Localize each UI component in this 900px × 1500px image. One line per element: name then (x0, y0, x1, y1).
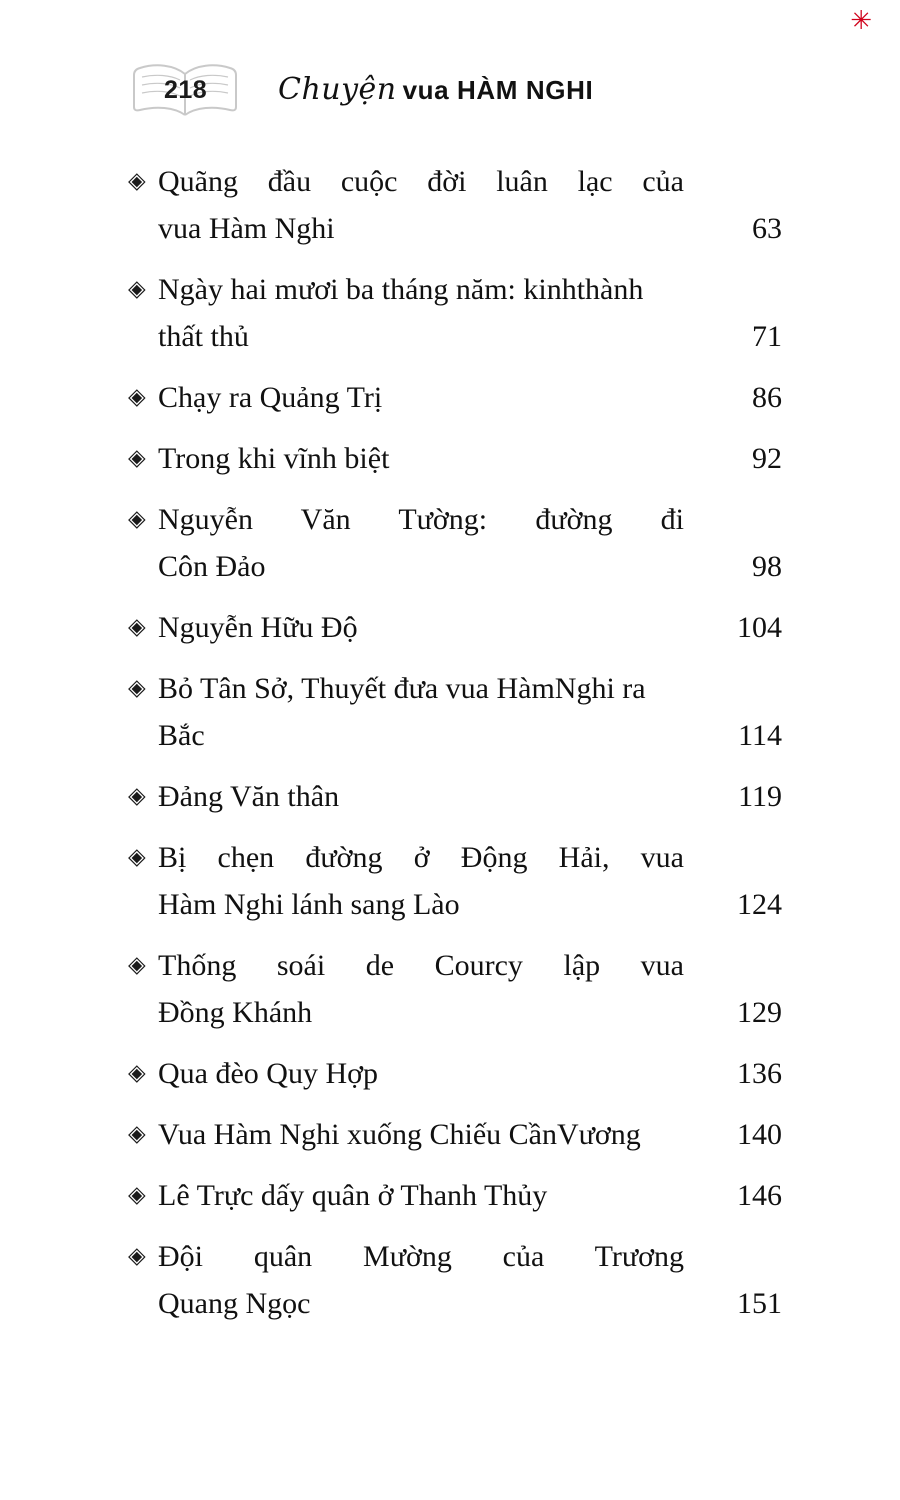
toc-entry-line: Đảng Văn thân (158, 780, 340, 813)
toc-entry[interactable] (128, 1050, 782, 1097)
toc-entry-title (158, 1111, 696, 1158)
toc-entry-line: thành thất thủ (158, 273, 644, 353)
toc-entry[interactable] (128, 374, 782, 421)
toc-entry[interactable] (128, 435, 782, 482)
toc-entry-line: Vương (556, 1118, 641, 1151)
asterisk-icon: ✳ (850, 6, 872, 36)
diamond-bullet-icon: ◈ (128, 445, 146, 471)
toc-entry-title (158, 496, 696, 590)
running-title-bold: vua HÀM NGHI (402, 75, 594, 105)
running-title (278, 72, 593, 107)
toc-entry[interactable] (128, 773, 782, 820)
toc-entry-line: Thống soái de Courcy lập vua (158, 949, 684, 982)
toc-entry-title (158, 158, 696, 252)
toc-entry-page-number[interactable]: 114 (738, 719, 782, 752)
toc-entry-page-number[interactable]: 136 (737, 1057, 782, 1090)
diamond-bullet-icon: ◈ (128, 1121, 146, 1147)
toc-entry-line: Côn Đảo (158, 550, 266, 583)
toc-entry-line: Nghi ra Bắc (158, 672, 646, 752)
toc-entry-line: Bị chẹn đường ở Động Hải, vua (158, 841, 684, 874)
diamond-bullet-icon: ◈ (128, 675, 146, 701)
toc-entry-title (158, 1233, 696, 1327)
diamond-bullet-icon: ◈ (128, 844, 146, 870)
toc-entry-title (158, 435, 696, 482)
toc-entry-line: Qua đèo Quy Hợp (158, 1057, 378, 1090)
toc-entry-title (158, 1050, 696, 1097)
diamond-bullet-icon: ◈ (128, 384, 146, 410)
toc-entry-page-number[interactable]: 146 (737, 1179, 782, 1212)
running-title-script: Chuyện (278, 72, 397, 107)
toc-entry-line: Lê Trực dấy quân ở Thanh Thủy (158, 1179, 548, 1212)
toc-entry-page-number[interactable]: 104 (737, 611, 782, 644)
toc-entry[interactable] (128, 942, 782, 1036)
page-header (130, 58, 780, 128)
diamond-bullet-icon: ◈ (128, 614, 146, 640)
diamond-bullet-icon: ◈ (128, 1182, 146, 1208)
toc-entry[interactable] (128, 266, 782, 360)
toc-entry-title (158, 773, 696, 820)
toc-entry-line: vua Hàm Nghi (158, 212, 335, 245)
toc-entry-line: Nguyễn Văn Tường: đường đi (158, 503, 684, 536)
diamond-bullet-icon: ◈ (128, 783, 146, 809)
toc-entry-page-number[interactable]: 140 (737, 1118, 782, 1151)
toc-entry-line: Bỏ Tân Sở, Thuyết đưa vua Hàm (158, 672, 555, 705)
toc-entry-page-number[interactable]: 92 (752, 442, 782, 475)
toc-entry-line: Chạy ra Quảng Trị (158, 381, 383, 414)
toc-entry-title (158, 604, 696, 651)
toc-entry-page-number[interactable]: 98 (752, 550, 782, 583)
toc-entry-title (158, 834, 696, 928)
toc-entry-page-number[interactable]: 119 (738, 780, 782, 813)
toc-entry[interactable] (128, 158, 782, 252)
toc-entry[interactable] (128, 1111, 782, 1158)
toc-entry[interactable] (128, 1233, 782, 1327)
toc-entry-title (158, 374, 696, 421)
diamond-bullet-icon: ◈ (128, 1243, 146, 1269)
toc-entry-line: Ngày hai mươi ba tháng năm: kinh (158, 273, 577, 306)
page-number: 218 (164, 76, 208, 104)
toc-entry[interactable] (128, 604, 782, 651)
toc-entry-page-number[interactable]: 71 (752, 320, 782, 353)
toc-entry-page-number[interactable]: 63 (752, 212, 782, 245)
toc-entry-line: Đội quân Mường của Trương (158, 1240, 684, 1273)
toc-entry[interactable] (128, 665, 782, 759)
toc-entry-title (158, 1172, 696, 1219)
toc-entry-line: Nguyễn Hữu Độ (158, 611, 358, 644)
table-of-contents (128, 158, 782, 1341)
toc-entry-line: Quãng đầu cuộc đời luân lạc của (158, 165, 684, 198)
toc-entry-line: Trong khi vĩnh biệt (158, 442, 390, 475)
diamond-bullet-icon: ◈ (128, 952, 146, 978)
toc-entry-page-number[interactable]: 129 (737, 996, 782, 1029)
diamond-bullet-icon: ◈ (128, 168, 146, 194)
toc-entry-line: Vua Hàm Nghi xuống Chiếu Cần (158, 1118, 557, 1151)
toc-entry-line: Đồng Khánh (158, 996, 313, 1029)
toc-entry-line: Quang Ngọc (158, 1287, 311, 1320)
toc-entry-title (158, 942, 696, 1036)
toc-entry[interactable] (128, 496, 782, 590)
toc-entry-page-number[interactable]: 151 (737, 1287, 782, 1320)
toc-entry-title (158, 665, 696, 759)
diamond-bullet-icon: ◈ (128, 506, 146, 532)
toc-entry-line: Hàm Nghi lánh sang Lào (158, 888, 460, 921)
toc-entry-page-number[interactable]: 124 (737, 888, 782, 921)
diamond-bullet-icon: ◈ (128, 1060, 146, 1086)
toc-entry-title (158, 266, 696, 360)
toc-entry[interactable] (128, 1172, 782, 1219)
diamond-bullet-icon: ◈ (128, 276, 146, 302)
toc-entry[interactable] (128, 834, 782, 928)
toc-entry-page-number[interactable]: 86 (752, 381, 782, 414)
